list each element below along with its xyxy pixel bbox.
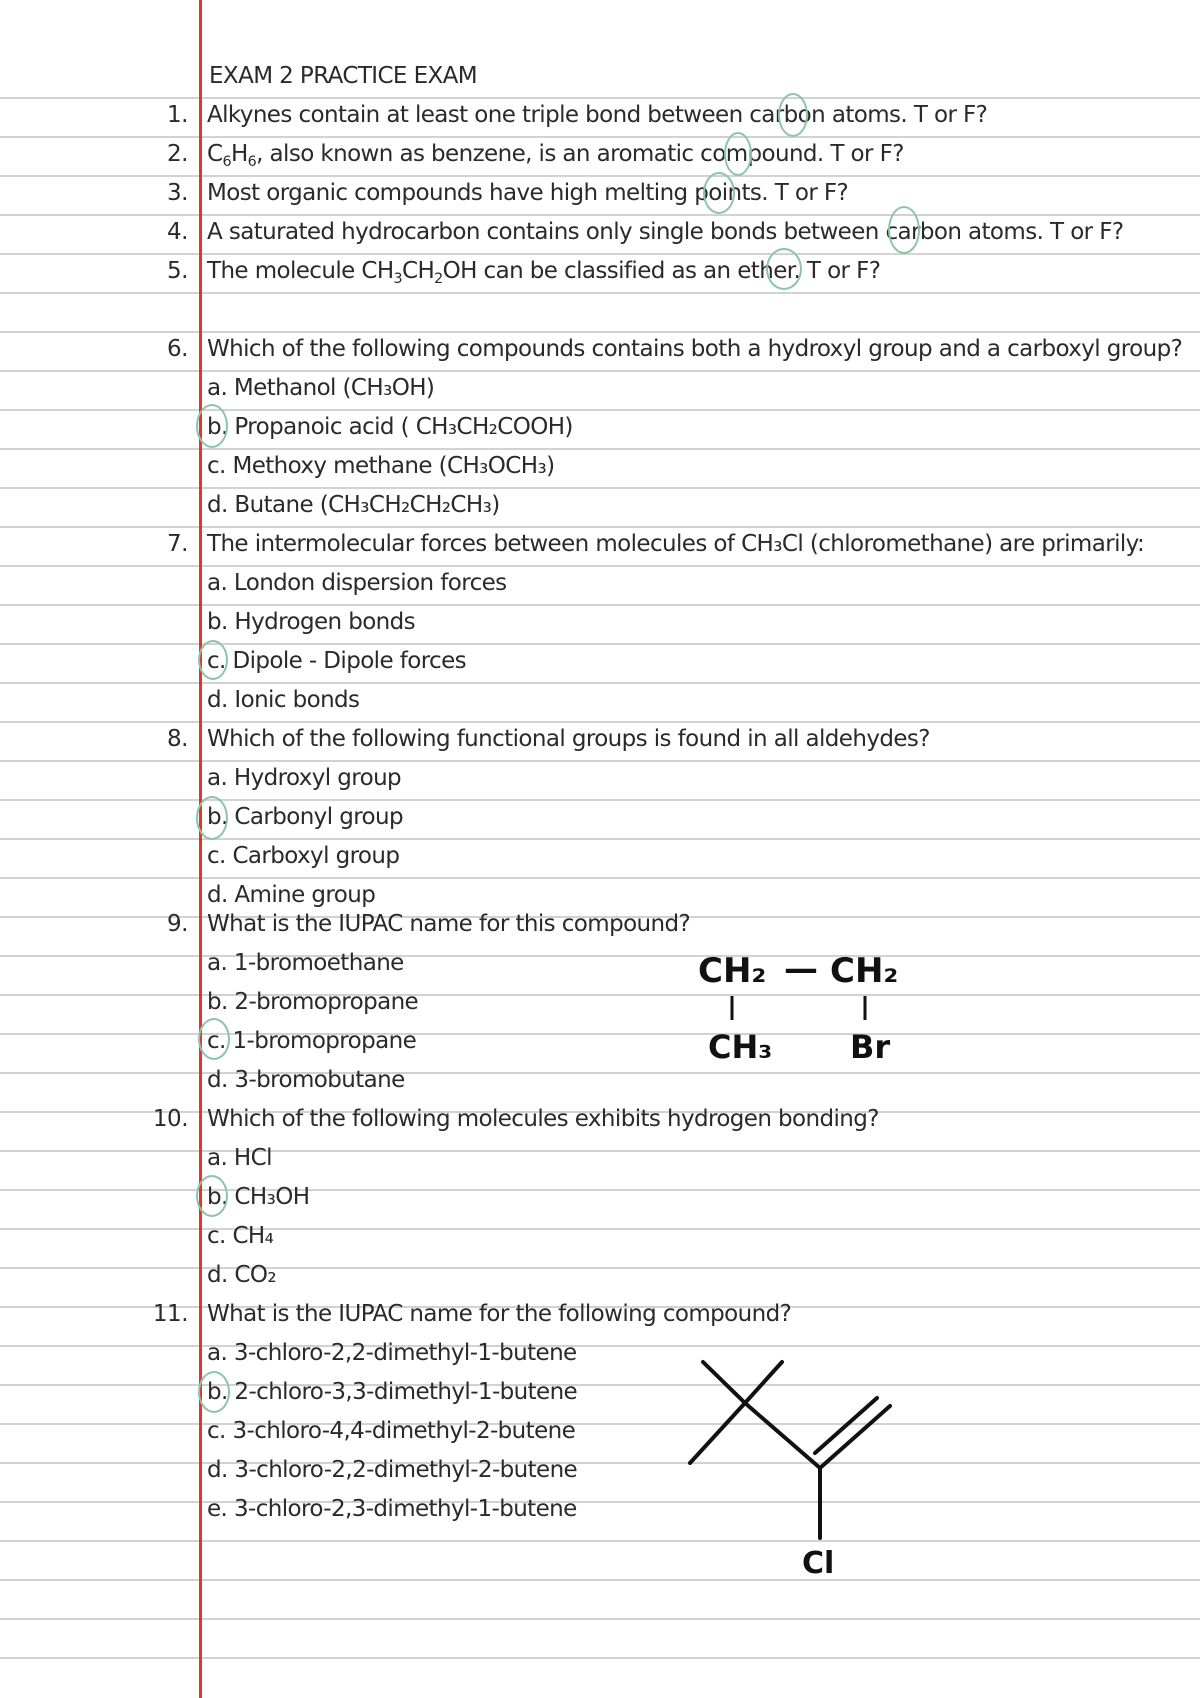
answer-circle <box>198 1371 230 1413</box>
option-c[interactable]: c. Dipole - Dipole forces <box>207 648 467 674</box>
option-c[interactable]: c. Methoxy methane (CH₃OCH₃) <box>207 453 555 479</box>
option-false[interactable]: F? <box>856 258 881 284</box>
rule-line <box>0 409 1200 411</box>
bond <box>690 1403 745 1463</box>
subscript: 3 <box>393 270 403 287</box>
option-d[interactable]: d. Amine group <box>207 882 376 908</box>
rule-line <box>0 994 1200 996</box>
question-3-text: Most organic compounds have high melting points. T or <box>207 180 818 206</box>
answer-circle <box>888 206 920 254</box>
option-a[interactable]: a. Methanol (CH₃OH) <box>207 375 435 401</box>
question-4 <box>207 217 1123 247</box>
answer-circle <box>724 132 752 176</box>
rule-line <box>0 1228 1200 1230</box>
margin-line <box>199 0 202 1698</box>
option-d[interactable]: d. 3-bromobutane <box>207 1067 405 1093</box>
bond <box>745 1403 820 1468</box>
structure-cl: Cl <box>802 1546 835 1580</box>
question-5-text-c: OH can be classified as an ether. T or <box>442 258 850 284</box>
question-number-8: 8. <box>167 726 188 752</box>
option-b[interactable]: b. 2-bromopropane <box>207 989 419 1015</box>
rule-line <box>0 448 1200 450</box>
rule-line <box>0 1150 1200 1152</box>
option-d[interactable]: d. CO₂ <box>207 1262 277 1288</box>
rule-line <box>0 526 1200 528</box>
rule-line <box>0 877 1200 879</box>
question-number-10: 10. <box>152 1106 188 1132</box>
rule-line <box>0 1345 1200 1347</box>
rule-line <box>0 1501 1200 1503</box>
structure-ch2-right: CH₂ <box>830 951 899 991</box>
question-number-5: 5. <box>167 258 188 284</box>
rule-line <box>0 214 1200 216</box>
formula-c-subscript: 6 <box>222 153 231 170</box>
question-8-text: Which of the following functional groups is found in all aldehydes? <box>207 726 930 752</box>
rule-line <box>0 331 1200 333</box>
rule-line <box>0 682 1200 684</box>
rule-line <box>0 1618 1200 1620</box>
question-number-9: 9. <box>167 911 188 937</box>
option-c[interactable]: c. 1-bromopropane <box>207 1028 417 1054</box>
page-title: EXAM 2 PRACTICE EXAM <box>209 63 478 89</box>
question-3 <box>207 178 848 208</box>
subscript: 2 <box>434 270 443 287</box>
bromopropane-structure <box>690 940 920 1070</box>
question-1-rest: or F? <box>934 102 988 128</box>
answer-circle <box>196 796 228 840</box>
option-a[interactable]: a. London dispersion forces <box>207 570 507 596</box>
rule-line <box>0 175 1200 177</box>
rule-line <box>0 1267 1200 1269</box>
chloro-dimethyl-butene-structure <box>680 1350 910 1580</box>
answer-circle <box>766 248 802 290</box>
question-2 <box>207 139 904 172</box>
rule-line <box>0 1540 1200 1542</box>
option-d[interactable]: d. 3-chloro-2,2-dimethyl-2-butene <box>207 1457 578 1483</box>
answer-circle <box>778 93 808 137</box>
question-1 <box>207 100 987 130</box>
question-4-text: A saturated hydrocarbon contains only single bonds between carbon atoms. <box>207 219 1044 245</box>
rule-line <box>0 1384 1200 1386</box>
answer-circle <box>196 1175 228 1217</box>
question-number-11: 11. <box>152 1301 188 1327</box>
answer-circle <box>196 404 228 448</box>
option-b[interactable]: b. Carbonyl group <box>207 804 403 830</box>
rule-line <box>0 292 1200 294</box>
option-b[interactable]: b. CH₃OH <box>207 1184 310 1210</box>
bond <box>745 1362 782 1403</box>
option-c[interactable]: c. Carboxyl group <box>207 843 400 869</box>
answer-circle <box>198 1018 230 1060</box>
option-d[interactable]: d. Butane (CH₃CH₂CH₂CH₃) <box>207 492 500 518</box>
option-c[interactable]: c. CH₄ <box>207 1223 274 1249</box>
question-5-text-a: The molecule CH <box>207 258 394 284</box>
option-b[interactable]: b. 2-chloro-3,3-dimethyl-1-butene <box>207 1379 578 1405</box>
option-b[interactable]: b. Hydrogen bonds <box>207 609 416 635</box>
rule-line <box>0 799 1200 801</box>
answer-circle <box>703 172 735 214</box>
option-a[interactable]: a. Hydroxyl group <box>207 765 402 791</box>
question-5-text-b: CH <box>402 258 435 284</box>
question-11-text: What is the IUPAC name for the following compound? <box>207 1301 792 1327</box>
formula-h: H <box>230 141 248 167</box>
rule-line <box>0 370 1200 372</box>
rule-line <box>0 97 1200 99</box>
rule-line <box>0 760 1200 762</box>
question-10-text: Which of the following molecules exhibits hydrogen bonding? <box>207 1106 879 1132</box>
option-a[interactable]: a. HCl <box>207 1145 272 1171</box>
question-number-4: 4. <box>167 219 188 245</box>
question-number-3: 3. <box>167 180 188 206</box>
option-true[interactable]: T <box>830 141 844 167</box>
question-2-text: , also known as benzene, is an aromatic compound. <box>256 141 824 167</box>
question-6-text: Which of the following compounds contains both a hydroxyl group and a carboxyl group? <box>207 336 1183 362</box>
rule-line <box>0 1657 1200 1659</box>
option-false[interactable]: F? <box>823 180 849 206</box>
bond <box>703 1362 745 1403</box>
rule-line <box>0 1033 1200 1035</box>
question-number-1: 1. <box>167 102 188 128</box>
question-number-7: 7. <box>167 531 188 557</box>
rule-line <box>0 565 1200 567</box>
option-c[interactable]: c. 3-chloro-4,4-dimethyl-2-butene <box>207 1418 576 1444</box>
rule-line <box>0 1462 1200 1464</box>
option-e[interactable]: e. 3-chloro-2,3-dimethyl-1-butene <box>207 1496 577 1522</box>
question-1-text: Alkynes contain at least one triple bond between carbon atoms. <box>207 102 908 128</box>
question-7-text: The intermolecular forces between molecules of CH₃Cl (chloromethane) are primarily: <box>207 531 1145 557</box>
question-2-rest: or F? <box>850 141 904 167</box>
rule-line <box>0 1579 1200 1581</box>
option-true[interactable]: T <box>1050 219 1064 245</box>
option-a[interactable]: a. 3-chloro-2,2-dimethyl-1-butene <box>207 1340 577 1366</box>
rule-line <box>0 253 1200 255</box>
rule-line <box>0 487 1200 489</box>
rule-line <box>0 955 1200 957</box>
question-9-text: What is the IUPAC name for this compound? <box>207 911 691 937</box>
option-d[interactable]: d. Ionic bonds <box>207 687 360 713</box>
option-a[interactable]: a. 1-bromoethane <box>207 950 404 976</box>
rule-line <box>0 838 1200 840</box>
rule-line <box>0 604 1200 606</box>
option-true[interactable]: T <box>913 102 928 128</box>
rule-line <box>0 721 1200 723</box>
answer-circle <box>198 640 228 680</box>
structure-bond-dash: — <box>784 949 818 989</box>
question-number-2: 2. <box>167 141 188 167</box>
option-b[interactable]: b. Propanoic acid ( CH₃CH₂COOH) <box>207 414 573 440</box>
rule-line <box>0 643 1200 645</box>
rule-line <box>0 1072 1200 1074</box>
rule-line <box>0 1189 1200 1191</box>
rule-line <box>0 136 1200 138</box>
formula-h-subscript: 6 <box>247 153 257 170</box>
structure-br: Br <box>850 1028 891 1066</box>
question-number-6: 6. <box>167 336 188 362</box>
structure-ch3: CH₃ <box>708 1028 773 1066</box>
question-4-rest: or F? <box>1070 219 1124 245</box>
formula-c: C <box>207 141 223 167</box>
structure-ch2-left: CH₂ <box>698 951 767 991</box>
rule-line <box>0 1423 1200 1425</box>
